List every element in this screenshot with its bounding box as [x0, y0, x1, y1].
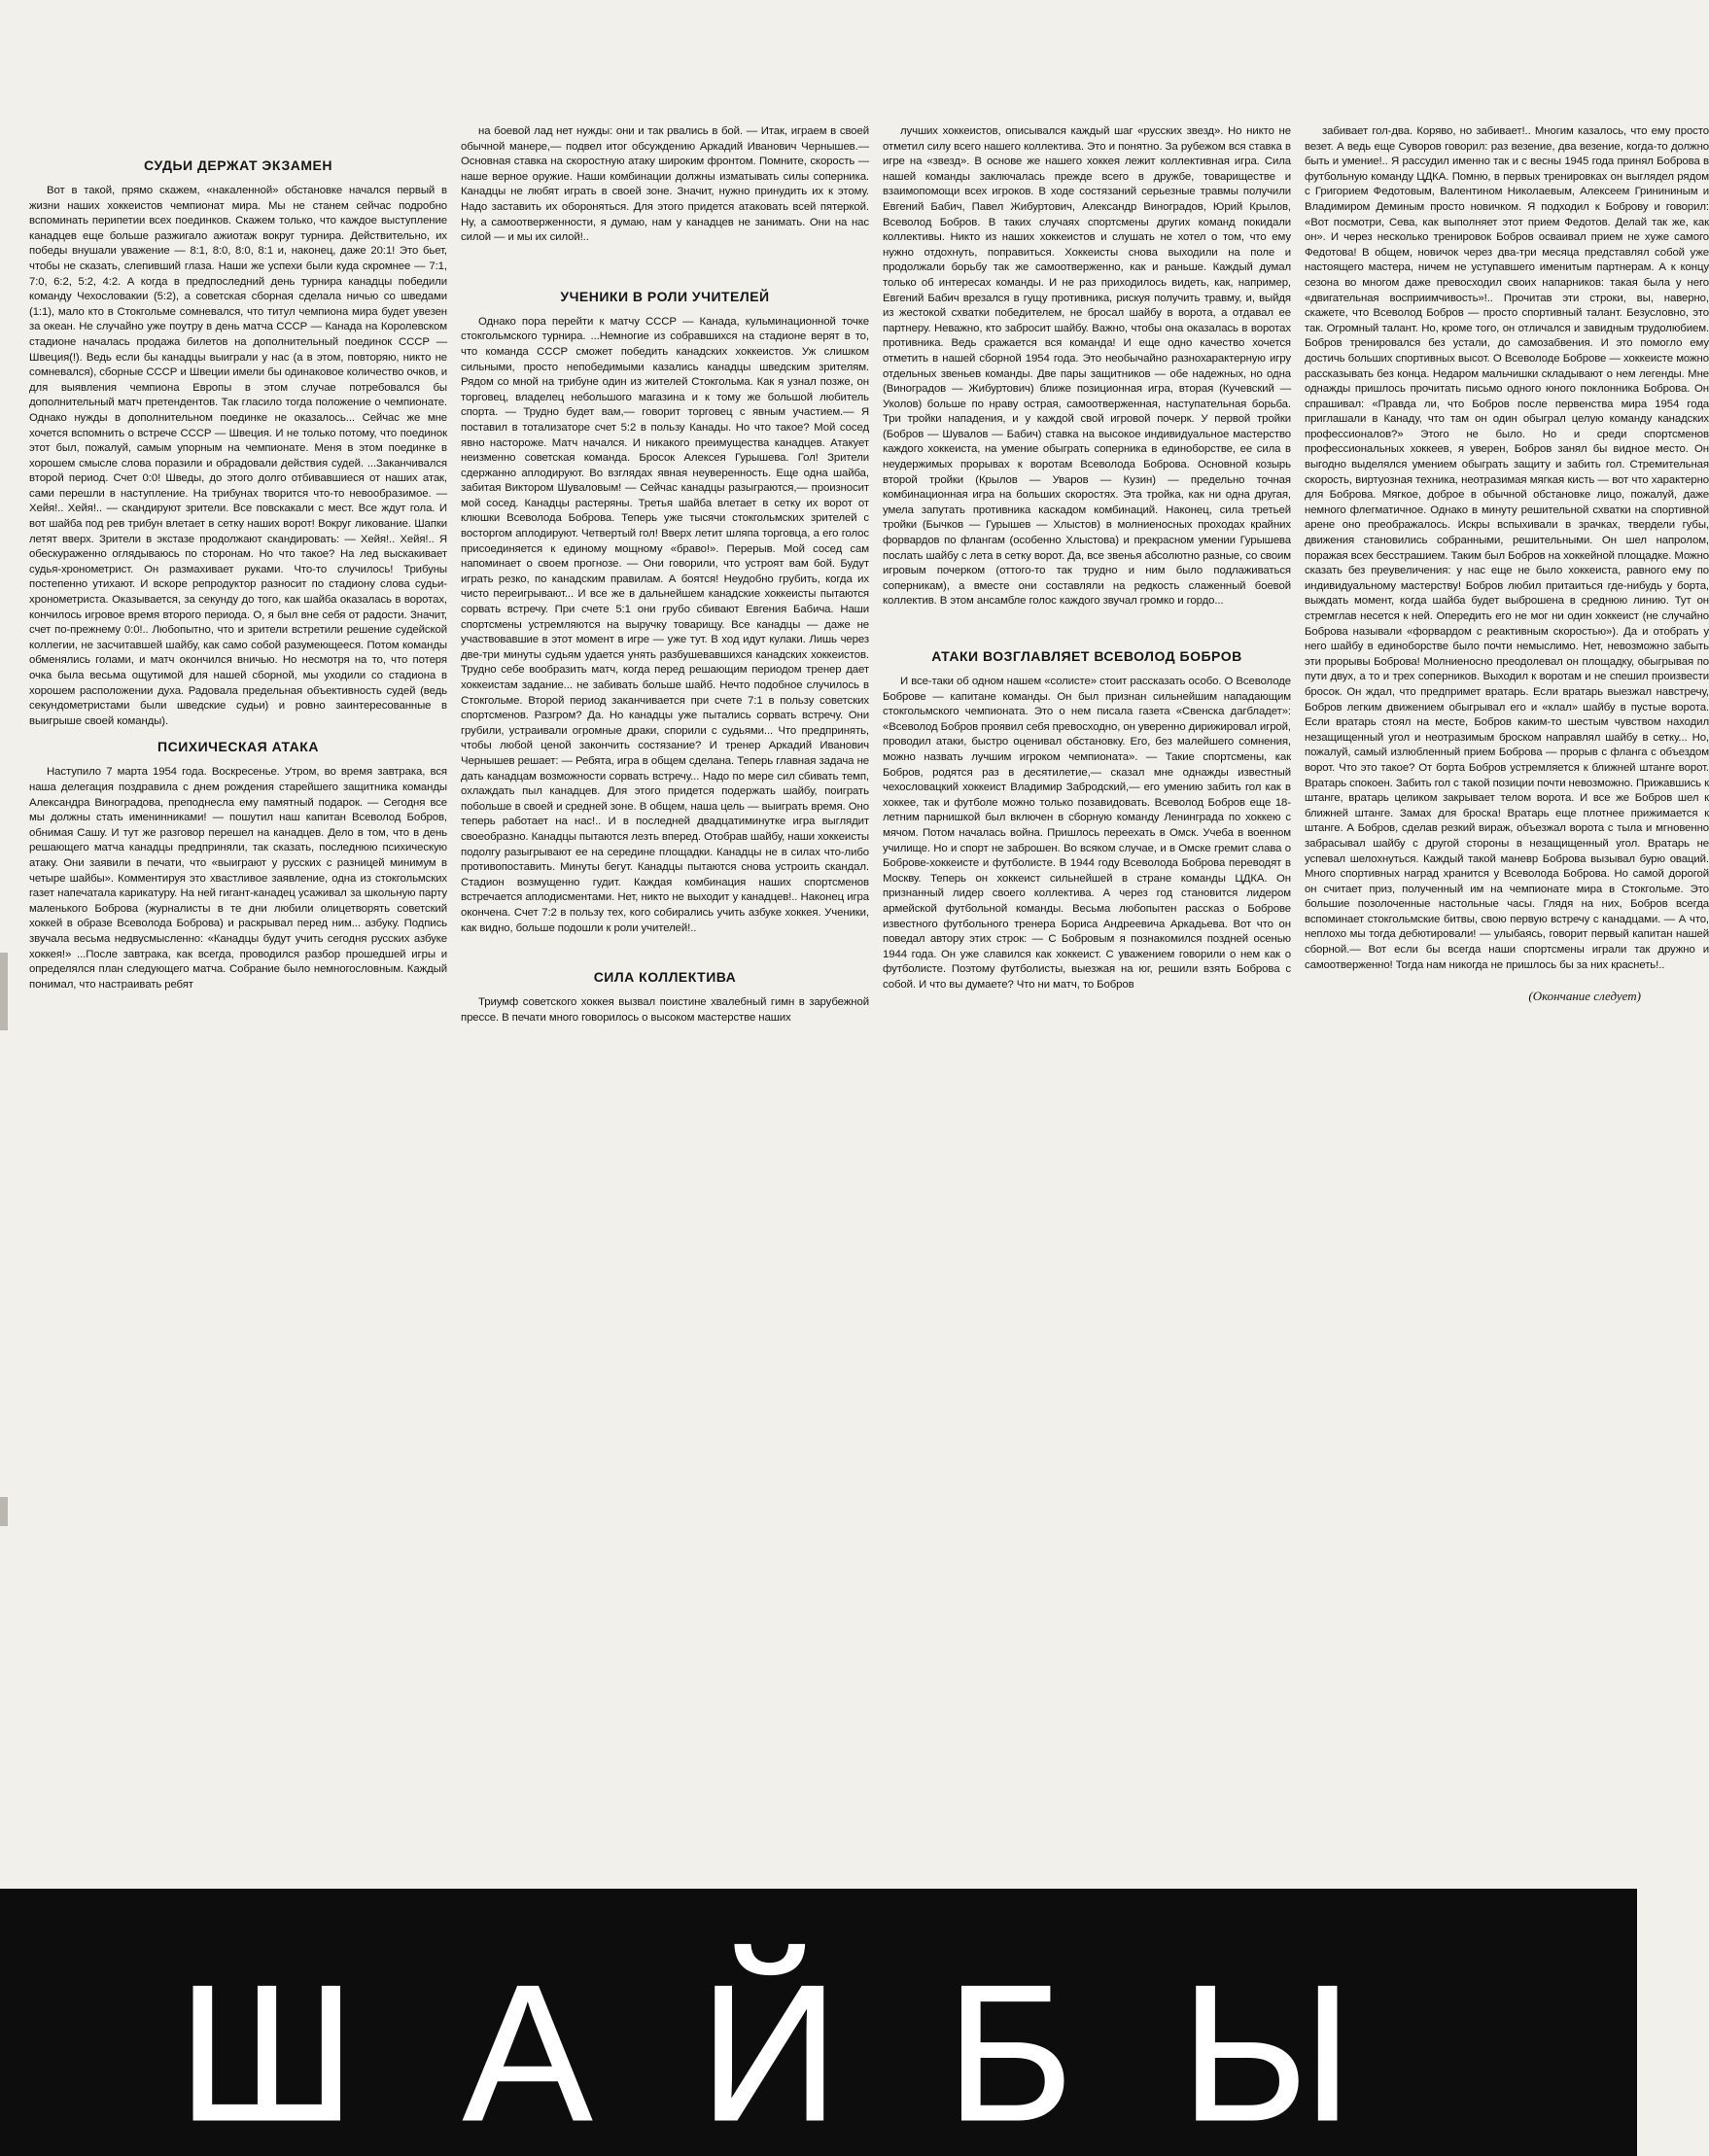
column-1 [29, 124, 447, 1874]
article-body [29, 124, 1709, 1874]
article-text: Однако пора перейти к матчу СССР — Канада, кульминационной точке стокгольмского турнира. ...Немногие из собравшихся на стадионе верят в то, что команда СССР сможет победить канадских хоккеистов. Уж слишком сильными, просто непобедимыми казались канадцы шведским зрителям. Рядом со мной на трибуне один из жителей Стокгольма. Как я узнал позже, он торговец, владелец небольшого магазина и к тому же большой любитель спорта. — Трудно будет вам,— говорит торговец с явным участием.— Я поставил в тотализаторе счет 5:2 в пользу Канады. Но что такое? Мой сосед явно настороже. Матч начался. И никакого преимущества канадцев. Атакует неизменно советская команда. Бросок Алексея Гурышева. Гол! Зрители сдержанно аплодируют. Во взглядах явная неуверенность. Еще одна шайба, забитая Виктором Шуваловым! — Сейчас канадцы разыграются,— произносит мой сосед. Канадцы растеряны. Третья шайба влетает в сетку их ворот от клюшки Всеволода Боброва. Теперь уже тысячи стокгольмских зрителей с восторгом аплодируют. Четвертый гол! Вверх летит шляпа торговца, а его голос присоединяется к единому мощному «браво!». Перерыв. Мой сосед сам напоминает о своем прогнозе. — Они говорили, что устроят вам бой. Будут играть резко, по канадским правилам. А боятся! Неудобно грубить, когда их чисто переигрывают... И все же в дальнейшем канадские хоккеисты пытаются сорвать встречу. При счете 5:1 они грубо сбивают Евгения Бабича. Наши спортсмены устремляются на выручку товарищу. Все канадцы — даже не участвовавшие в этот момент в игре — уже тут. В ход идут кулаки. Лишь через две-три минуты судьям удается унять разбушевавшихся канадских хоккеистов. Трудно себе вообразить матч, когда перед решающим периодом тренер дает хоккеистам задание... не забивать больше шайб. Нечто подобное случилось в Стокгольме. Второй период заканчивается при счете 7:1 в пользу советских спортсменов. Разгром? Да. Но канадцы уже пытались сорвать встречу. Они грубили, устраивали огромные драки, спорили с судьями... Что предпринять, чтобы любой ценой закончить состязание? И тренер Аркадий Иванович Чернышев решает: — Ребята, игра в общем сделана. Теперь главная задача не дать канадцам возможности сорвать встречу... Надо по мере сил сбивать темп, охлаждать пыл канадцев. Для этого придется подержать шайбу, поиграть побольше в своей и средней зоне. В общем, наша цель — выиграть время. Оно теперь работает на нас!.. И в последней двадцатиминутке игра выглядит своеобразно. Канадцы пытаются лезть вперед. Отобрав шайбу, наши хоккеисты подолгу разыгрывают ее на середине площадки. Канадцы не в силах что-либо противопоставить. Минуты бегут. Канадцы пытаются снова устроить скандал. Стадион возмущенно гудит. Каждая комбинация наших спортсменов встречается аплодисментами. Нет, никто не выходит у канадцев!.. Наконец игра окончена. Счет 7:2 в пользу тех, кого собирались учить азбуке хоккея. Ученики, как видно, больше подошли к роли учителей!.. [461, 315, 869, 934]
article-text: Триумф советского хоккея вызвал поистине хвалебный гимн в зарубежной прессе. В печати много говорилось о высоком мастерстве наших [461, 996, 869, 1024]
page-edge-mark [0, 1497, 8, 1526]
article-text: лучших хоккеистов, описывался каждый шаг «русских звезд». Но никто не отметил силу всего нашего коллектива. Это и понятно. За рубежом вся ставка в игре на «звезд». В основе же нашего хоккея лежит коллективная игра. Сила нашей команды заключалась прежде всего в дружбе, товариществе и взаимопомощи всех игроков. В ходе состязаний серьезные травмы получили Евгений Бабич, Павел Жибуртович, Александр Виноградов, Юрий Крылов, Всеволод Бобров. В таких случаях спортсмены других команд покидали коллективы. Никто из наших хоккеистов и слушать не хотел о том, что ему нужно отдохнуть, поправиться. Хоккеисты снова выходили на поле и продолжали борьбу так же самоотверженно, как и раньше. Каждый думал только об интересах команды. И не раз приходилось видеть, как, например, Евгений Бабич врезался в гущу противника, рискуя получить травму, и, выйдя из жестокой схватки победителем, не бросал шайбу в ворота, а отдавал ее партнеру. Неважно, кто забросит шайбу. Важно, чтобы она оказалась в воротах противника. Ведь сражается вся команда! И еще одно качество хочется отметить в нашей сборной 1954 года. Это необычайно разнохарактерную игру отдельных звеньев команды. Две пары защитников — обе надежных, но одна (Виноградов — Жибуртович) ближе позиционная игра, вторая (Кучевский — Уколов) больше по нраву острая, самоотверженная, наступательная борьба. Три тройки нападения, и у каждой свой игровой почерк. У первой тройки (Бобров — Шувалов — Бабич) ставка на высокое индивидуальное мастерство каждого хоккеиста, на умение обыграть соперника в единоборстве, ее сила в неудержимых прорывах к воротам Всеволода Боброва. Основной козырь второй тройки (Крылов — Уваров — Кузин) — предельно точная комбинационная игра на больших скоростях. Эта тройка, как ни одна другая, умела запутать противника каскадом комбинаций. Наконец, сила третьей тройки (Бычков — Гурышев — Хлыстов) в молниеносных проходах крайних форвардов по флангам (особенно Хлыстова) и прекрасном умении Гурышева послать шайбу с лета в сетку ворот. Да, все звенья абсолютно разные, со своим игровым почерком (оттого-то так трудно и ним было подлаживаться соперникам), а вместе они составляли на редкость слаженный боевой коллектив. В этом ансамбле голос каждого звучал громко и гордо... [883, 125, 1291, 608]
continuation-note: (Окончание следует) [1528, 989, 1641, 1004]
banner-title [0, 1945, 1637, 2156]
page-edge-mark [0, 953, 8, 1030]
section-heading: СИЛА КОЛЛЕКТИВА [593, 969, 737, 986]
column-4 [1305, 124, 1709, 1874]
column-3 [883, 124, 1291, 1874]
article-text: И все-таки об одном нашем «солисте» стоит рассказать особо. О Всеволоде Боброве — капитане команды. Он был признан сильнейшим нападающим стокгольмского чемпионата. Это о нем писала газета «Свенска дагбладет»: «Всеволод Бобров проявил себя превосходно, он уверенно дирижировал игрой, проводил атаки, быстро оценивал обстановку. Его, без малейшего сомнения, можно назвать лучшим игроком чемпионата». — Такие спортсмены, как Бобров, родятся раз в десятилетие,— сказал мне однажды известный чехословацкий хоккеист Владимир Забродский,— его умению забить гол как в хоккее, так и футболе можно только позавидовать. Всеволод Бобров еще 18-летним парнишкой был включен в сборную команду Ленинграда по хоккею с мячом. Потом началась война. Пришлось переехать в Омск. Учеба в военном училище. Но и спорт не заброшен. Во всяком случае, и в Омске гремит слава о Боброве-хоккеисте и футболисте. В 1944 году Всеволода Боброва переводят в Москву. Теперь он хоккеист сильнейшей в стране команды ЦДКА. Он признанный лидер своего коллектива. А через год становится лидером армейской футбольной команды. Весьма любопытен рассказ о Боброве известного футбольного тренера Бориса Андреевича Аркадьева. Вот что он поведал автору этих строк: — С Бобровым я познакомился поздней осенью 1944 года. Он уже славился как хоккеист. С уважением говорили о нем как о футболисте. Поэтому футболисты, выезжая на юг, решили взять Боброва с собой. И что вы думаете? Что ни матч, то Бобров [883, 676, 1291, 991]
section-heading: ПСИХИЧЕСКАЯ АТАКА [157, 739, 319, 755]
article-text: забивает гол-два. Коряво, но забивает!.. Многим казалось, что ему просто везет. А ведь еще Суворов говорил: раз везение, два везение, когда-то должно быть и умение!.. Я рассудил именно так и с весны 1945 года принял Боброва в футбольную команду ЦДКА. Помню, в первых тренировках он выглядел рядом с Григорием Федотовым, Валентином Николаевым, Алексеем Гринининым и Владимиром Деминым просто новичком. Я подходил к Боброву и говорил: «Вот посмотри, Сева, как выполняет этот прием Федотов. Делай так же, как он». И через несколько тренировок Бобров осваивал прием не хуже самого Федотова! В общем, новичок через два-три месяца представлял собой уже настоящего мастера, ничем не уступавшего именитым партнерам. А к концу сезона во многом даже превосходил своих напарников: такая была у него «двигательная восприимчивость»!.. Прочитав эти строки, вы, наверно, скажете, что Всеволод Бобров — просто спортивный талант. Безусловно, это так. Огромный талант. Но, кроме того, он отличался и завидным трудолюбием. Бобров тренировался без устали, до самозабвения. И это помогло ему достичь больших спортивных высот. О Всеволоде Боброве — хоккеисте можно рассказывать без конца. Недаром мальчишки складывают о нем легенды. Мне однажды пришлось прочитать письмо одного юного поклонника Боброва. Он спрашивал: «Правда ли, что Бобров после первенства мира 1954 года приглашали в Канаду, что там он один обыграл целую команду канадских профессионалов?» Этого не было. Но и среди спортсменов профессиональных хоккеев, я уверен, Бобров занял бы видное место. Он выгодно выделялся умением обыграть защиту и забить гол. Стремительная скорость, виртуозная техника, неотразимая мягкая кисть — вот что характерно для Боброва. Мягкое, доброе в обычной обстановке лицо, пожалуй, даже немного флегматичное. Однако в минуту решительной схватки на спортивной арене оно преображалось. Искры вспыхивали в зрачках, твердели губы, движения становились собранными, решительными. Он шел напролом, поражая всех бесстрашием. Таким был Бобров на хоккейной площадке. Можно сказать без преувеличения: у нас еще не было хоккеиста, равного ему по индивидуальному мастерству! Бобров любил притаиться где-нибудь у борта, выждать момент, когда шайба будет выброшена в среднюю линию. Тут он стремглав несется к ней. Опередить его не мог ни один хоккеист (не случайно Боброва называли «форвардом с реактивным скоростью»). Да и отобрать у него шайбу в единоборстве было почти немыслимо. Нет, невозможно забыть эти прорывы Боброва! Молниеносно преодолевал он площадку, обыгрывая по пути двух, а то и трех соперников. Выходил к воротам и не спешил произвести бросок. Он ждал, что предпримет вратарь. Если вратарь выезжал навстречу, Бобров легким движением обыгрывал его и «клал» шайбу в пустые ворота. Если вратарь стоял на месте, Бобров каким-то шестым чувством находил незащищенный угол и неотразимым броском направлял шайбу в сетку... Но, пожалуй, самый излюбленный прием Боброва — прорыв с фланга с объездом ворот. Что это такое? От борта Бобров устремляется к ближней штанге ворот. Вратарь спокоен. Забить гол с такой позиции почти невозможно. Прижавшись к штанге, вратарь целиком закрывает телом ворота. И все же Бобров шел к ближней штанге. Замах для броска! Вратарь еще плотнее прижимается к штанге. А Бобров, сделав резкий вираж, объезжал ворота с тыла и мгновенно забрасывал шайбу с другой стороны в незащищенный угол. Вратарь не успевал шелохнуться. Каждый такой маневр Боброва вызывал бурю оваций. Много спортивных наград хранится у Всеволода Боброва. Но самой дорогой он считает приз, полученный им на чемпионате мира в Стокгольме. Это большие позолоченные настольные часы. Глядя на них, Бобров всегда вспоминает стокгольмские битвы, свою первую встречу с канадцами. — А что, неплохо мы тогда дебютировали! — улыбаясь, говорит первый капитан нашей сборной.— Вот если бы всегда наши спортсмены играли так дружно и самоотверженно! Тогда нам никогда не пришлось бы за них краснеть!.. [1305, 125, 1709, 971]
section-heading: АТАКИ ВОЗГЛАВЛЯЕТ ВСЕВОЛОД БОБРОВ [931, 648, 1242, 664]
article-text: Наступило 7 марта 1954 года. Воскресенье. Утром, во время завтрака, вся наша делегация поздравила с днем рождения старейшего защитника команды Александра Виноградова, преподнесла ему памятный подарок. — Сегодня все мы должны стать именинниками! — пошутил наш капитан Всеволод Бобров, обнимая Сашу. И тут же разговор перешел на канадцев. Дело в том, что в день решающего матча канадцы предприняли, так сказать, последнюю психическую атаку. Они заявили в печати, что «выиграют у русских с разницей минимум в четыре шайбы». Комментируя это хвастливое заявление, одна из стокгольмских газет напечатала карикатуру. На ней гигант-канадец усаживал за школьную парту маленького Боброва (журналисты в те дни любили олицетворять советский хоккей в образе Всеволода Боброва) и раскрывал перед ним... азбуку. Подпись звучала весьма недвусмысленно: «Канадцы будут учить сегодня русских азбуке хоккея!» ...После завтрака, как всегда, проводился разбор прошедшей игры и определялся план следующего матча. Собрание было немногословным. Каждый понимал, что настраивать ребят [29, 766, 447, 991]
column-2 [461, 124, 869, 1874]
section-heading: СУДЬИ ДЕРЖАТ ЭКЗАМЕН [144, 157, 332, 173]
article-text: Вот в такой, прямо скажем, «накаленной» обстановке начался первый в жизни наших хоккеистов чемпионат мира. Мы не станем сейчас подробно вспоминать перипетии всех поединков. Скажем только, что каждое выступление канадцев еще больше разжигало ажиотаж вокруг турнира. Действительно, их победы внушали уважение — 8:1, 8:0, 8:0, 8:1 и, наконец, даже 20:1! Это бьет, чтобы не сказать, слепивший глаза. Наши же успехи были куда скромнее — 7:1, 7:0, 6:2, 5:2, 4:2. А когда в предпоследний день турнира канадцы победили команду Чехословакии (5:2), а советская сборная сделала ничью со шведами (1:1), мало кто в Стокгольме сомневался, что титул чемпиона мира будет увезен за океан. Не случайно уже поутру в день матча СССР — Канада на Королевском стадионе началась продажа билетов на дополнительный поединок СССР — Швеция(!). Ведь если бы канадцы выиграли у нас (а в этом, повторяю, никто не сомневался), сборные СССР и Швеции имели бы одинаковое количество очков, и для выявления чемпиона Европы в этом случае потребовался бы дополнительный матч претендентов. Так гласило тогда положение о чемпионате. Однако нужды в дополнительном поединке не оказалось... Сейчас же мне хочется вспомнить о встрече СССР — Швеция. И не только потому, что поединок этот был, пожалуй, самым упорным на чемпионате. Меня в этом поединке в хорошем смысле слова поразили и обрадовали действия судей. ...Заканчивался второй период. Счет 0:0! Шведы, до этого долго отбивавшиеся от наших атак, сами перешли в наступление. На трибунах творится что-то невообразимое. — Хейя!.. Хейя!.. — скандируют зрители. Все повскакали с мест. Все ждут гола. И вот шайба под рев трибун влетает в сетку наших ворот! Вокруг ликование. Шапки летят вверх. Зрители в экстазе продолжают скандировать: — Хейя!.. Хейя!.. Я обескураженно оглядываюсь по сторонам. Но что такое? На лед выскакивает судья-хронометрист. Он размахивает руками. Что-то случилось! Трибуны постепенно утихают. И вскоре репродуктор разносит по стадиону слова судьи-хронометриста. Оказывается, за секунду до того, как шайба оказалась в воротах, кончилось игровое время второго периода. О, я был вне себя от радости. Значит, счет по-прежнему 0:0!.. Любопытно, что и зрители встретили решение судейской коллегии, не засчитавшей шайбу, как само собой разумеющееся. Потом команды обменялись голами, и матч окончился вничью. Но несмотря на то, что потеря очка была весьма ощутимой для нашей сборной, мы уходили со стадиона в хорошем расположении духа. Радовала предельная объективность судей (ведь секундометристами были шведские судьи) и ровно заинтересованные в выигрыше своей команды). [29, 185, 447, 727]
banner-title-text: ШАЙБЫ [177, 1945, 1460, 2156]
title-banner [0, 1889, 1637, 2156]
article-text: на боевой лад нет нужды: они и так рвались в бой. — Итак, играем в своей обычной манере,— подвел итог обсуждению Аркадий Иванович Чернышев.— Основная ставка на скоростную атаку широким фронтом. Помните, скорость — наше верное оружие. Наши комбинации должны изматывать силы соперника. Канадцы не любят играть в своей зоне. Значит, нужно принудить их к этому. Надо заставить их обороняться. Для этого придется атаковать всей пятеркой. Ну, а самоотверженности, я думаю, нам у канадцев не занимать. Они на нас силой — и мы их силой!.. [461, 125, 869, 244]
section-heading: УЧЕНИКИ В РОЛИ УЧИТЕЛЕЙ [560, 288, 770, 304]
